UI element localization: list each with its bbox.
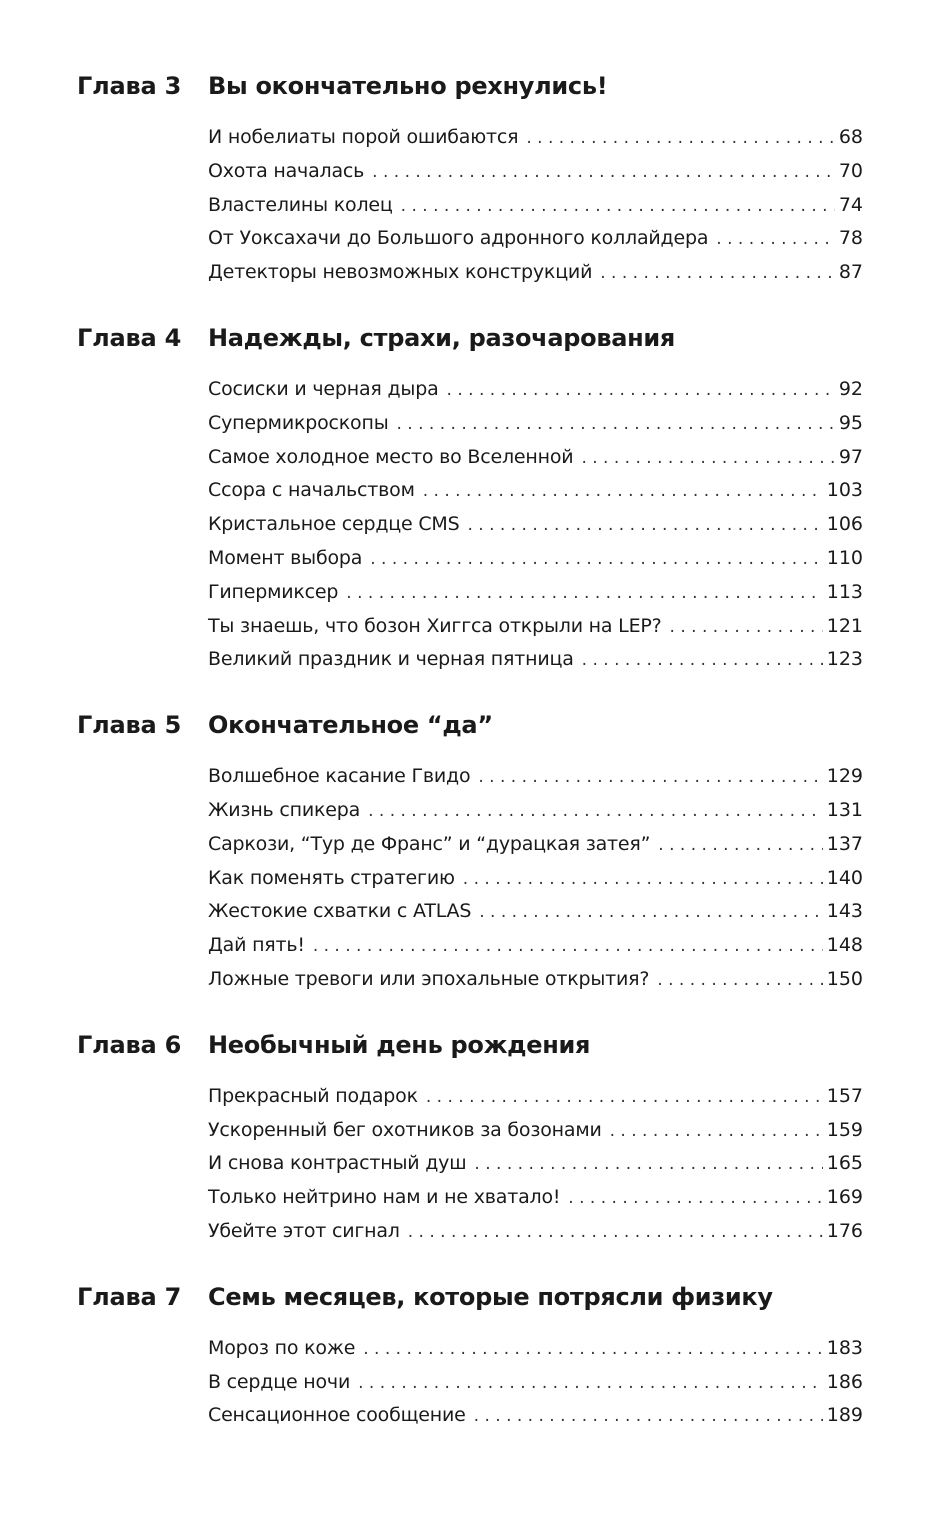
- toc-entry[interactable]: [208, 194, 863, 228]
- chapter-title: Необычный день рождения: [208, 1030, 591, 1059]
- dot-leader: [463, 869, 823, 889]
- dot-leader: [670, 617, 823, 637]
- chapter-heading: [77, 1283, 863, 1321]
- dot-leader: [368, 801, 823, 821]
- dot-leader: [397, 414, 835, 434]
- dot-leader: [526, 128, 834, 148]
- chapter-label: Глава 4: [77, 323, 182, 352]
- chapter-title: Вы окончательно рехнулись!: [208, 72, 608, 100]
- entry-page: 148: [826, 934, 863, 957]
- toc-entry[interactable]: [208, 1186, 863, 1220]
- entry-title: Мороз по коже: [208, 1336, 356, 1359]
- dot-leader: [358, 1373, 823, 1393]
- entry-title: Ускоренный бег охотников за бозонами: [208, 1118, 602, 1141]
- dot-leader: [600, 263, 835, 283]
- entry-page: 95: [838, 411, 863, 434]
- entry-page: 140: [826, 866, 863, 889]
- toc-entry[interactable]: [208, 227, 863, 261]
- dot-leader: [479, 902, 823, 922]
- entry-title: Момент выбора: [208, 546, 363, 569]
- chapter-title: Семь месяцев, которые потрясли физику: [208, 1282, 773, 1311]
- toc-entry[interactable]: [208, 1220, 863, 1254]
- chapter-title: Окончательное “да”: [208, 711, 493, 740]
- toc-entry[interactable]: [208, 261, 863, 295]
- toc-entry[interactable]: [208, 378, 863, 412]
- entry-page: 159: [826, 1118, 863, 1141]
- dot-leader: [372, 162, 835, 182]
- entry-title: Самое холодное место во Вселенной: [208, 445, 574, 468]
- chapter-entries: [208, 378, 863, 682]
- entry-page: 189: [826, 1404, 863, 1427]
- entry-page: 157: [826, 1084, 863, 1107]
- toc-entry[interactable]: [208, 1404, 863, 1438]
- dot-leader: [582, 650, 823, 670]
- entry-title: Только нейтрино нам и не хватало!: [208, 1186, 561, 1209]
- entry-page: 97: [838, 445, 863, 468]
- toc-entry[interactable]: [208, 1119, 863, 1153]
- entry-page: 143: [826, 900, 863, 923]
- entry-title: Властелины колец: [208, 193, 393, 216]
- dot-leader: [568, 1188, 822, 1208]
- chapter-heading: [77, 711, 863, 749]
- entry-title: Волшебное касание Гвидо: [208, 765, 471, 788]
- dot-leader: [447, 380, 835, 400]
- entry-page: 165: [826, 1152, 863, 1175]
- toc-entry[interactable]: [208, 446, 863, 480]
- chapter-3: [77, 72, 863, 295]
- chapter-6: [77, 1031, 863, 1254]
- entry-page: 121: [826, 614, 863, 637]
- dot-leader: [657, 970, 822, 990]
- entry-page: 92: [838, 377, 863, 400]
- entry-page: 137: [826, 832, 863, 855]
- entry-title: И снова контрастный душ: [208, 1152, 467, 1175]
- entry-title: Ты знаешь, что бозон Хиггса открыли на LEP?: [208, 614, 662, 637]
- entry-page: 70: [838, 159, 863, 182]
- chapter-entries: [208, 765, 863, 1002]
- toc-entry[interactable]: [208, 1371, 863, 1405]
- chapter-label: Глава 3: [77, 72, 182, 100]
- toc-entry[interactable]: [208, 968, 863, 1002]
- entry-page: 113: [826, 580, 863, 603]
- dot-leader: [474, 1406, 823, 1426]
- dot-leader: [468, 515, 823, 535]
- dot-leader: [474, 1154, 822, 1174]
- entry-page: 78: [838, 227, 863, 250]
- dot-leader: [610, 1121, 823, 1141]
- toc-entry[interactable]: [208, 1337, 863, 1371]
- chapter-5: [77, 711, 863, 1002]
- entry-page: 123: [826, 648, 863, 671]
- entry-page: 150: [826, 967, 863, 990]
- entry-title: От Уоксахачи до Большого адронного коллайдера: [208, 227, 709, 250]
- chapter-title: Надежды, страхи, разочарования: [208, 323, 676, 352]
- toc-entry[interactable]: [208, 1085, 863, 1119]
- dot-leader: [408, 1222, 823, 1242]
- entry-title: Охота началась: [208, 159, 365, 182]
- chapter-4: [77, 324, 863, 682]
- entry-title: Саркози, “Тур де Франс” и “дурацкая затея”: [208, 832, 651, 855]
- dot-leader: [401, 196, 835, 216]
- chapter-entries: [208, 126, 863, 295]
- toc-entry[interactable]: [208, 513, 863, 547]
- entry-page: 169: [826, 1186, 863, 1209]
- entry-title: Жизнь спикера: [208, 798, 361, 821]
- chapter-7: [77, 1283, 863, 1438]
- toc-entry[interactable]: [208, 648, 863, 682]
- entry-page: 110: [826, 546, 863, 569]
- toc-entry[interactable]: [208, 160, 863, 194]
- dot-leader: [313, 936, 823, 956]
- dot-leader: [370, 549, 823, 569]
- entry-page: 183: [826, 1336, 863, 1359]
- entry-title: Великий праздник и черная пятница: [208, 648, 574, 671]
- dot-leader: [658, 835, 822, 855]
- toc-entry[interactable]: [208, 867, 863, 901]
- toc-entry[interactable]: [208, 765, 863, 799]
- entry-page: 131: [826, 798, 863, 821]
- entry-page: 186: [826, 1370, 863, 1393]
- chapter-label: Глава 7: [77, 1282, 182, 1311]
- entry-page: 129: [826, 765, 863, 788]
- toc-entry[interactable]: [208, 1152, 863, 1186]
- entry-title: Сосиски и черная дыра: [208, 377, 439, 400]
- dot-leader: [346, 583, 822, 603]
- dot-leader: [363, 1339, 822, 1359]
- entry-title: Убейте этот сигнал: [208, 1219, 400, 1242]
- dot-leader: [581, 448, 834, 468]
- entry-title: Жестокие схватки с ATLAS: [208, 900, 472, 923]
- entry-page: 68: [838, 126, 863, 148]
- entry-title: Гипермиксер: [208, 580, 339, 603]
- toc-entry[interactable]: [208, 126, 863, 160]
- toc-entry[interactable]: [208, 833, 863, 867]
- chapter-label: Глава 5: [77, 711, 182, 740]
- entry-title: Ложные тревоги или эпохальные открытия?: [208, 967, 650, 990]
- entry-title: Детекторы невозможных конструкций: [208, 261, 593, 284]
- toc-entry[interactable]: [208, 412, 863, 446]
- entry-title: И нобелиаты порой ошибаются: [208, 126, 519, 148]
- chapter-entries: [208, 1085, 863, 1254]
- chapter-heading: [77, 1031, 863, 1069]
- chapter-entries: [208, 1337, 863, 1438]
- chapter-heading: [77, 324, 863, 362]
- toc-entry[interactable]: [208, 547, 863, 581]
- table-of-contents: [77, 72, 863, 1467]
- entry-page: 106: [826, 513, 863, 536]
- entry-page: 87: [838, 261, 863, 284]
- entry-page: 103: [826, 479, 863, 502]
- entry-page: 74: [838, 193, 863, 216]
- entry-title: Прекрасный подарок: [208, 1084, 418, 1107]
- dot-leader: [423, 481, 823, 501]
- entry-title: Дай пять!: [208, 934, 305, 957]
- toc-entry[interactable]: [208, 615, 863, 649]
- dot-leader: [426, 1087, 823, 1107]
- dot-leader: [478, 767, 822, 787]
- entry-title: Кристальное сердце CMS: [208, 513, 460, 536]
- entry-title: Ссора с начальством: [208, 479, 415, 502]
- entry-title: В сердце ночи: [208, 1370, 351, 1393]
- toc-entry[interactable]: [208, 479, 863, 513]
- entry-page: 176: [826, 1219, 863, 1242]
- chapter-heading: [77, 72, 863, 110]
- entry-title: Супермикроскопы: [208, 411, 389, 434]
- chapter-label: Глава 6: [77, 1030, 182, 1059]
- toc-entry[interactable]: [208, 581, 863, 615]
- toc-entry[interactable]: [208, 900, 863, 934]
- dot-leader: [716, 229, 835, 249]
- entry-title: Сенсационное сообщение: [208, 1404, 466, 1427]
- toc-entry[interactable]: [208, 799, 863, 833]
- entry-title: Как поменять стратегию: [208, 866, 455, 889]
- toc-entry[interactable]: [208, 934, 863, 968]
